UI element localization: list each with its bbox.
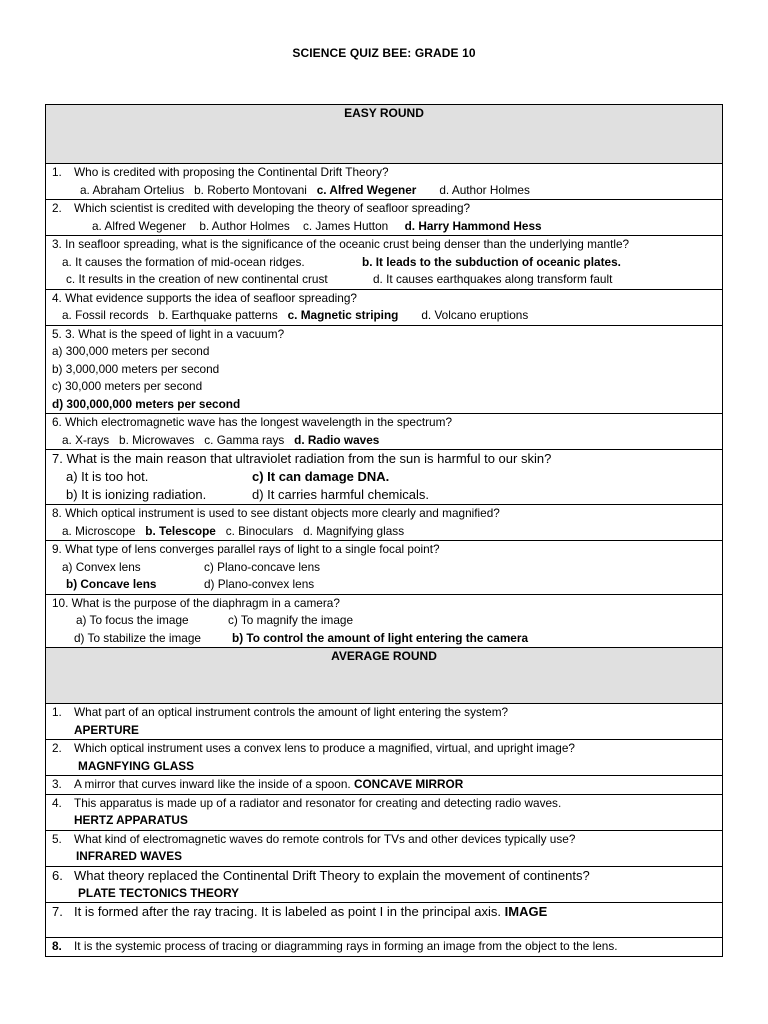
question-number: 7. [52,904,63,919]
option-c: c. James Hutton [302,218,389,233]
option-d: d. Magnifying glass [303,523,405,538]
option-d: d) To stabilize the image [74,630,201,645]
question-text: It is formed after the ray tracing. It is labeled as point I in the principal axis. [74,904,502,919]
option-a: a) It is too hot. [66,469,149,484]
answer: CONCAVE MIRROR [353,777,464,791]
option-b: b) 3,000,000 meters per second [52,361,220,376]
question-text: 3. In seafloor spreading, what is the significance of the oceanic crust being denser than the underlying mantle? [52,237,630,251]
question-text: A mirror that curves inward like the inside of a spoon. [74,777,351,791]
option-c: c. It results in the creation of new continental crust [66,272,328,286]
document-title: SCIENCE QUIZ BEE: GRADE 10 [292,46,476,60]
question-text: 4. What evidence supports the idea of seafloor spreading? [52,290,357,305]
answer: APERTURE [74,722,139,737]
option-c: c. Binoculars [225,523,294,538]
question-row [46,740,723,776]
answer: MAGNFYING GLASS [78,758,195,773]
option-d: d. It causes earthquakes along transform fault [373,272,613,286]
question-text: 6. Which electromagnetic wave has the longest wavelength in the spectrum? [52,415,452,429]
option-a: a) Convex lens [62,559,141,574]
option-d: d. Author Holmes [439,182,530,197]
question-row [46,541,723,595]
option-b: b. Earthquake patterns [158,308,278,322]
option-d: d) Plano-convex lens [204,577,315,591]
question-row [46,450,723,505]
option-b-correct: b) Concave lens [66,577,157,591]
question-row [46,200,723,236]
option-a: a. X-rays [62,432,110,447]
question-text: 10. What is the purpose of the diaphragm in a camera? [52,595,340,610]
question-row [46,776,723,795]
question-row [46,594,723,648]
question-row [46,236,723,290]
question-text: Which optical instrument uses a convex lens to produce a magnified, virtual, and upright image? [74,741,575,755]
option-a: a. It causes the formation of mid-ocean ridges. [62,254,305,269]
section-header-row [46,648,723,704]
question-text: It is the systemic process of tracing or diagramming rays in forming an image from the object to the lens. [74,939,618,953]
question-number: 3. [52,777,62,791]
option-c: c) Plano-concave lens [204,559,321,574]
question-number: 2. [52,741,62,755]
option-d-correct: d) 300,000,000 meters per second [52,396,241,411]
section-header-row [46,105,723,164]
question-number: 4. [52,795,62,810]
question-row [46,289,723,325]
question-text: This apparatus is made up of a radiator and resonator for creating and detecting radio waves. [74,795,562,810]
question-row [46,325,723,414]
option-a: a. Alfred Wegener [92,218,187,233]
option-c-correct: c) It can damage DNA. [252,469,390,484]
option-d-correct: d. Harry Hammond Hess [404,218,542,233]
option-a: a. Fossil records [62,308,149,322]
question-number: 2. [52,201,62,215]
option-b: b) It is ionizing radiation. [66,487,207,502]
question-number: 1. [52,165,62,179]
question-text: Which scientist is credited with developing the theory of seafloor spreading? [74,201,471,215]
question-text: Who is credited with proposing the Continental Drift Theory? [74,165,389,179]
question-number: 6. [52,867,63,883]
average-round-heading: AVERAGE ROUND [46,648,723,704]
question-text: 9. What type of lens converges parallel rays of light to a single focal point? [52,542,440,556]
option-c: c. Gamma rays [204,432,285,447]
question-text: 7. What is the main reason that ultraviolet radiation from the sun is harmful to our skin? [52,451,552,466]
question-text: What kind of electromagnetic waves do remote controls for TVs and other devices typically use? [74,831,576,846]
option-c-correct: c. Alfred Wegener [316,182,417,197]
option-b: b. Roberto Montovani [194,182,307,197]
question-row [46,938,723,957]
option-d: d) It carries harmful chemicals. [252,487,429,502]
question-number: 8. [52,939,62,953]
option-d-correct: d. Radio waves [294,432,380,447]
question-row [46,866,723,903]
easy-round-heading: EASY ROUND [46,105,723,164]
question-number: 5. [52,831,62,846]
option-c-correct: c. Magnetic striping [287,308,399,322]
answer: HERTZ APPARATUS [74,813,188,827]
option-d: d. Volcano eruptions [421,308,529,322]
question-text: 5. 3. What is the speed of light in a vacuum? [52,326,285,341]
answer: PLATE TECTONICS THEORY [78,885,240,900]
question-number: 1. [52,705,62,719]
option-b: b. Microwaves [119,432,195,447]
question-row [46,830,723,866]
question-row [46,903,723,938]
option-b-correct: b) To control the amount of light entering the camera [232,630,529,645]
option-b: b. Author Holmes [199,218,290,233]
question-row [46,164,723,200]
quiz-table [45,104,723,957]
question-text: What part of an optical instrument controls the amount of light entering the system? [74,705,509,719]
question-text: 8. Which optical instrument is used to see distant objects more clearly and magnified? [52,506,500,520]
option-c: c) To magnify the image [228,613,354,627]
option-a: a. Microscope [62,523,136,538]
question-row [46,794,723,830]
question-row [46,414,723,450]
question-row [46,505,723,541]
option-a: a. Abraham Ortelius [80,182,185,197]
option-c: c) 30,000 meters per second [52,379,203,393]
question-row [46,704,723,740]
question-text: What theory replaced the Continental Drift Theory to explain the movement of continents? [74,867,590,883]
option-b-correct: b. Telescope [145,523,216,538]
option-a: a) To focus the image [76,613,189,627]
option-a: a) 300,000 meters per second [52,344,210,358]
answer: INFRARED WAVES [76,849,182,863]
answer: IMAGE [504,904,548,919]
option-b-correct: b. It leads to the subduction of oceanic plates. [362,254,621,269]
